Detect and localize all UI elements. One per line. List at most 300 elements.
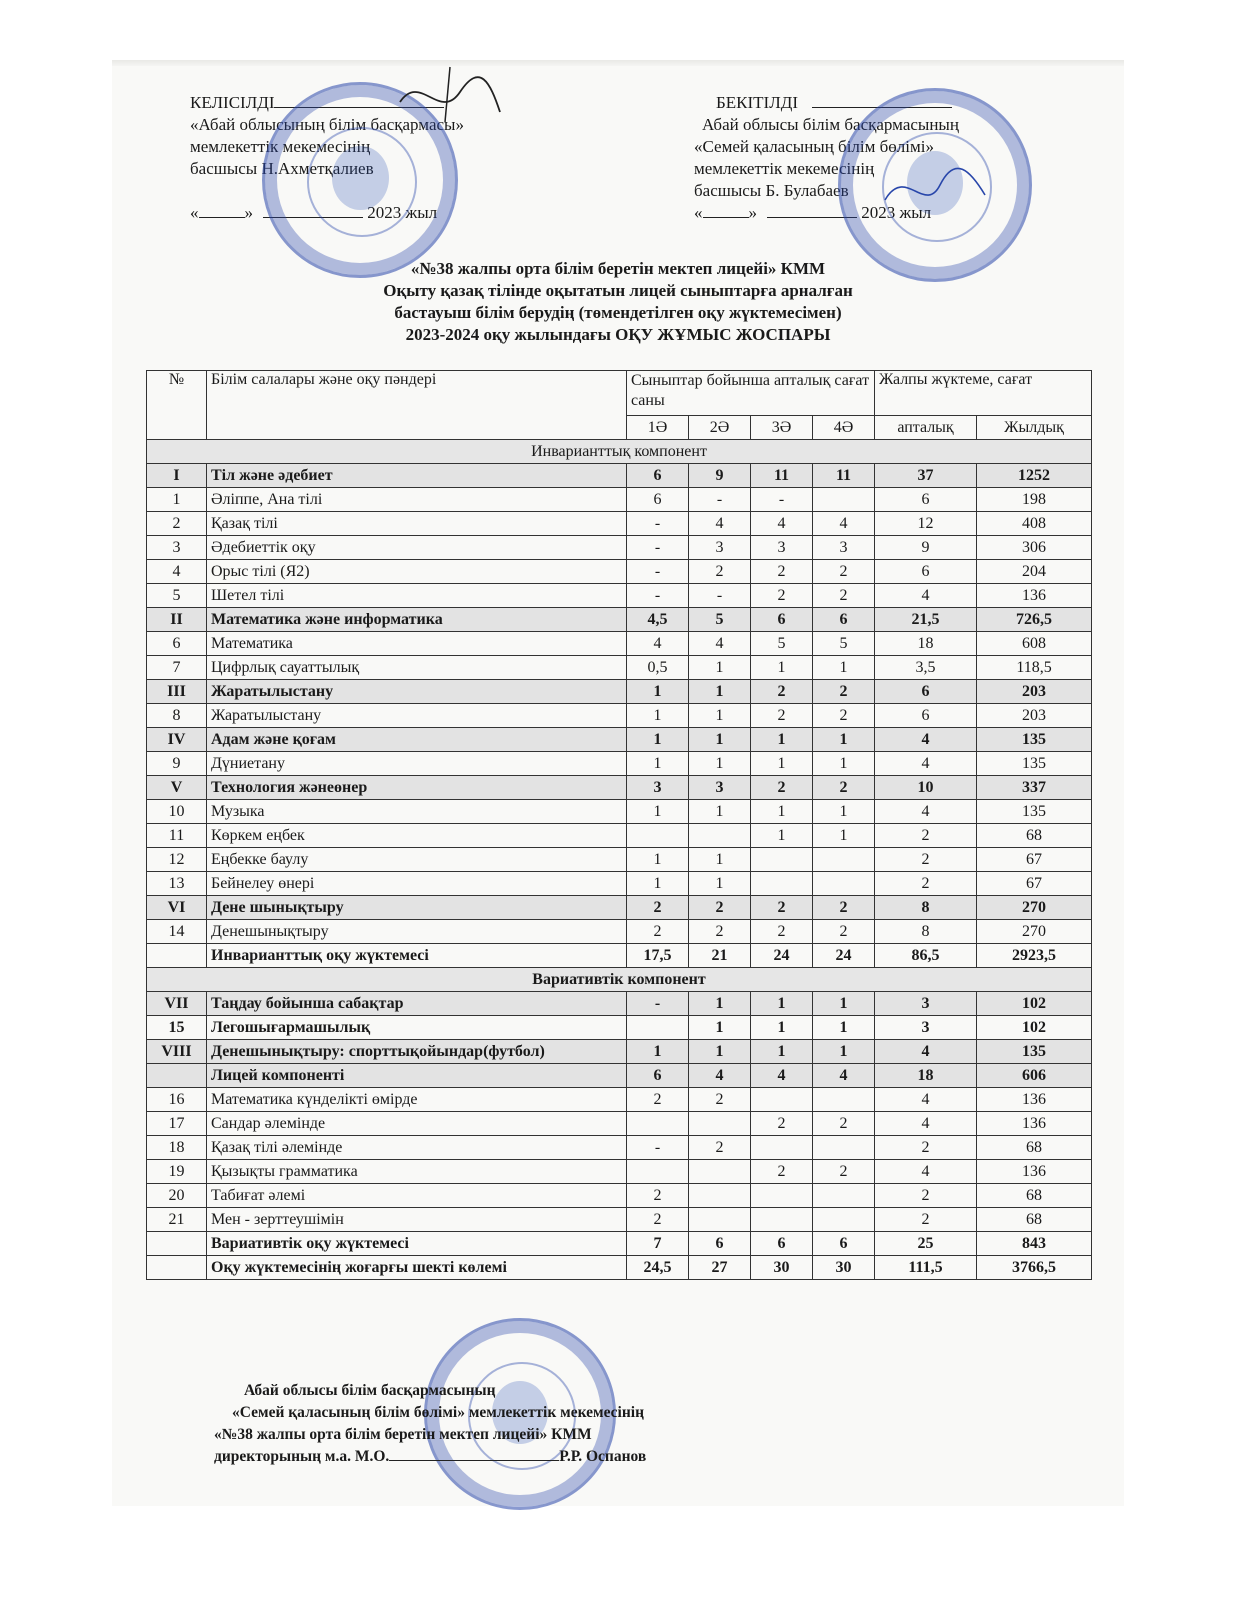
header-num: №: [147, 371, 207, 440]
footer-line: «Семей қаласының білім бөлімі» мемлекеттік мекемесінің: [232, 1404, 644, 1421]
subject-name: Оқу жүктемесінің жоғарғы шекті көлемі: [207, 1256, 627, 1280]
table-row: [147, 1088, 1092, 1112]
date-close: »: [748, 203, 757, 222]
header-class: 2Ә: [689, 416, 751, 440]
title-line: бастауыш білім берудің (төмендетілген оқу жүктемесімен): [394, 303, 842, 322]
hours-weekly: 3,5: [875, 656, 977, 680]
subject-name: Көркем еңбек: [207, 824, 627, 848]
hours-class-1: 2: [627, 920, 689, 944]
table-row: [147, 728, 1092, 752]
hours-class-3: [751, 1088, 813, 1112]
header-class: 1Ә: [627, 416, 689, 440]
hours-class-4: 1: [813, 1040, 875, 1064]
hours-class-2: 5: [689, 608, 751, 632]
hours-class-4: 1: [813, 656, 875, 680]
hours-class-4: 2: [813, 1160, 875, 1184]
hours-class-2: -: [689, 488, 751, 512]
hours-yearly: 68: [977, 1184, 1092, 1208]
hours-class-2: -: [689, 584, 751, 608]
row-number: 1: [147, 488, 207, 512]
subject-name: Еңбекке баулу: [207, 848, 627, 872]
row-number: 19: [147, 1160, 207, 1184]
hours-class-4: 30: [813, 1256, 875, 1280]
row-number: VIII: [147, 1040, 207, 1064]
hours-class-1: [627, 824, 689, 848]
approval-right-line: мемлекеттік мекемесінің: [694, 159, 875, 178]
row-number: V: [147, 776, 207, 800]
hours-class-4: [813, 1136, 875, 1160]
hours-class-4: [813, 1184, 875, 1208]
subject-name: Денешынықтыру: [207, 920, 627, 944]
hours-weekly: 8: [875, 896, 977, 920]
hours-class-1: 7: [627, 1232, 689, 1256]
hours-class-3: [751, 1184, 813, 1208]
hours-class-4: 4: [813, 1064, 875, 1088]
hours-weekly: 8: [875, 920, 977, 944]
hours-class-1: 3: [627, 776, 689, 800]
hours-class-3: 11: [751, 464, 813, 488]
title-line: 2023-2024 оқу жылындағы ОҚУ ЖҰМЫС ЖОСПАРЫ: [405, 325, 831, 344]
hours-class-3: 4: [751, 1064, 813, 1088]
hours-class-3: 1: [751, 752, 813, 776]
hours-weekly: 86,5: [875, 944, 977, 968]
hours-class-2: 1: [689, 1040, 751, 1064]
row-number: 18: [147, 1136, 207, 1160]
row-number: 3: [147, 536, 207, 560]
subject-name: Денешынықтыру: спорттықойындар(футбол): [207, 1040, 627, 1064]
hours-class-1: 1: [627, 1040, 689, 1064]
hours-class-1: 4: [627, 632, 689, 656]
hours-class-4: 2: [813, 704, 875, 728]
hours-class-3: 2: [751, 584, 813, 608]
hours-class-1: 17,5: [627, 944, 689, 968]
hours-class-1: 6: [627, 488, 689, 512]
hours-yearly: 67: [977, 848, 1092, 872]
hours-yearly: 136: [977, 1160, 1092, 1184]
row-number: 15: [147, 1016, 207, 1040]
hours-class-1: 1: [627, 704, 689, 728]
hours-class-3: 2: [751, 1160, 813, 1184]
hours-class-4: 1: [813, 992, 875, 1016]
hours-weekly: 4: [875, 752, 977, 776]
hours-class-4: 6: [813, 608, 875, 632]
hours-yearly: 135: [977, 1040, 1092, 1064]
hours-class-4: 2: [813, 584, 875, 608]
subject-name: Математика күнделікті өмірде: [207, 1088, 627, 1112]
hours-class-3: 5: [751, 632, 813, 656]
approval-left-line: мемлекеттік мекемесінің: [190, 137, 371, 156]
hours-class-4: [813, 848, 875, 872]
row-number: I: [147, 464, 207, 488]
hours-yearly: 68: [977, 1208, 1092, 1232]
hours-class-2: 1: [689, 656, 751, 680]
row-number: 16: [147, 1088, 207, 1112]
hours-class-2: 27: [689, 1256, 751, 1280]
date-close: »: [244, 203, 253, 222]
footer-line: директорының м.а. М.О.: [214, 1448, 390, 1465]
hours-weekly: 18: [875, 632, 977, 656]
date-year: 2023 жыл: [367, 203, 438, 222]
date-year: 2023 жыл: [861, 203, 932, 222]
hours-class-3: 2: [751, 1112, 813, 1136]
hours-class-3: 2: [751, 560, 813, 584]
subject-name: Таңдау бойынша сабақтар: [207, 992, 627, 1016]
subject-name: Дене шынықтыру: [207, 896, 627, 920]
hours-yearly: 203: [977, 704, 1092, 728]
subject-name: Инварианттық оқу жүктемесі: [207, 944, 627, 968]
table-row: [147, 680, 1092, 704]
approval-left-line: «Абай облысының білім басқармасы»: [190, 115, 464, 134]
hours-class-3: -: [751, 488, 813, 512]
subject-name: Математика және информатика: [207, 608, 627, 632]
approval-right-line: басшысы Б. Булабаев: [694, 181, 849, 200]
hours-class-2: 1: [689, 704, 751, 728]
hours-class-2: 3: [689, 776, 751, 800]
hours-yearly: 337: [977, 776, 1092, 800]
signature-line: [389, 1460, 559, 1461]
row-number: 14: [147, 920, 207, 944]
table-row: [147, 1184, 1092, 1208]
hours-class-4: 2: [813, 560, 875, 584]
table-row: [147, 608, 1092, 632]
hours-class-3: 1: [751, 824, 813, 848]
hours-weekly: 3: [875, 992, 977, 1016]
signature-right: [880, 160, 990, 220]
hours-weekly: 37: [875, 464, 977, 488]
hours-weekly: 2: [875, 1184, 977, 1208]
hours-class-2: 1: [689, 728, 751, 752]
date-open: «: [190, 203, 199, 222]
invariant-component-label: Инварианттық компонент: [147, 440, 1092, 464]
hours-class-1: [627, 1160, 689, 1184]
hours-weekly: 6: [875, 560, 977, 584]
hours-weekly: 25: [875, 1232, 977, 1256]
hours-class-1: 2: [627, 896, 689, 920]
subject-name: Музыка: [207, 800, 627, 824]
hours-yearly: 204: [977, 560, 1092, 584]
table-row: [147, 824, 1092, 848]
hours-class-2: 2: [689, 560, 751, 584]
table-row: [147, 752, 1092, 776]
hours-class-1: -: [627, 560, 689, 584]
hours-yearly: 198: [977, 488, 1092, 512]
hours-class-2: [689, 1112, 751, 1136]
hours-class-1: 1: [627, 848, 689, 872]
row-number: II: [147, 608, 207, 632]
hours-class-1: 1: [627, 872, 689, 896]
hours-class-3: 2: [751, 896, 813, 920]
hours-yearly: 843: [977, 1232, 1092, 1256]
hours-class-4: 2: [813, 920, 875, 944]
hours-class-3: 1: [751, 1016, 813, 1040]
subject-name: Қызықты грамматика: [207, 1160, 627, 1184]
footer-line: Абай облысы білім басқармасының: [244, 1382, 496, 1399]
hours-class-3: 6: [751, 608, 813, 632]
hours-yearly: 118,5: [977, 656, 1092, 680]
header-class: 4Ә: [813, 416, 875, 440]
hours-weekly: 4: [875, 1160, 977, 1184]
hours-class-4: 3: [813, 536, 875, 560]
header-yearly: Жылдық: [977, 416, 1092, 440]
hours-class-4: 1: [813, 800, 875, 824]
hours-class-3: 2: [751, 920, 813, 944]
hours-class-3: 1: [751, 728, 813, 752]
table-row: [147, 560, 1092, 584]
row-number: 9: [147, 752, 207, 776]
hours-yearly: 606: [977, 1064, 1092, 1088]
approval-right-line: «Семей қаласының білім бөлімі»: [694, 137, 934, 156]
approval-right-heading: БЕКІТІЛДІ: [716, 93, 798, 112]
hours-class-1: 0,5: [627, 656, 689, 680]
hours-yearly: 306: [977, 536, 1092, 560]
row-number: [147, 1256, 207, 1280]
row-number: 12: [147, 848, 207, 872]
hours-class-1: 6: [627, 1064, 689, 1088]
hours-class-2: 2: [689, 920, 751, 944]
hours-weekly: 6: [875, 488, 977, 512]
hours-class-2: 1: [689, 800, 751, 824]
subject-name: Жаратылыстану: [207, 704, 627, 728]
approval-left-heading: КЕЛІСІЛДІ: [190, 93, 275, 112]
hours-weekly: 4: [875, 584, 977, 608]
hours-class-3: 2: [751, 776, 813, 800]
hours-yearly: 3766,5: [977, 1256, 1092, 1280]
date-day-line: [199, 217, 245, 218]
row-number: VII: [147, 992, 207, 1016]
hours-class-3: [751, 1136, 813, 1160]
row-number: 21: [147, 1208, 207, 1232]
hours-class-1: 6: [627, 464, 689, 488]
table-row: [147, 704, 1092, 728]
row-number: III: [147, 680, 207, 704]
subject-name: Вариативтік оқу жүктемесі: [207, 1232, 627, 1256]
row-number: VI: [147, 896, 207, 920]
curriculum-table: [146, 370, 1092, 1280]
hours-class-2: 2: [689, 1088, 751, 1112]
hours-class-3: 30: [751, 1256, 813, 1280]
subject-name: Адам және қоғам: [207, 728, 627, 752]
table-row: [147, 944, 1092, 968]
hours-class-2: [689, 824, 751, 848]
footer-signatory: [214, 1380, 646, 1468]
hours-yearly: 726,5: [977, 608, 1092, 632]
row-number: 20: [147, 1184, 207, 1208]
row-number: 5: [147, 584, 207, 608]
hours-weekly: 2: [875, 872, 977, 896]
table-row: [147, 632, 1092, 656]
hours-class-3: 2: [751, 680, 813, 704]
hours-class-4: 6: [813, 1232, 875, 1256]
hours-weekly: 3: [875, 1016, 977, 1040]
subject-name: Тіл және әдебиет: [207, 464, 627, 488]
hours-yearly: 203: [977, 680, 1092, 704]
hours-class-4: 2: [813, 776, 875, 800]
hours-weekly: 2: [875, 824, 977, 848]
hours-class-4: [813, 488, 875, 512]
hours-class-3: [751, 872, 813, 896]
row-number: 6: [147, 632, 207, 656]
table-row: [147, 1232, 1092, 1256]
table-row: [147, 1136, 1092, 1160]
header-subject: Білім салалары және оқу пәндері: [207, 371, 627, 440]
hours-class-2: 1: [689, 992, 751, 1016]
table-row: [147, 896, 1092, 920]
row-number: 8: [147, 704, 207, 728]
hours-weekly: 2: [875, 1136, 977, 1160]
hours-yearly: 270: [977, 920, 1092, 944]
hours-class-4: [813, 1208, 875, 1232]
header-class: 3Ә: [751, 416, 813, 440]
subject-name: Математика: [207, 632, 627, 656]
hours-class-2: 4: [689, 1064, 751, 1088]
table-row: [147, 872, 1092, 896]
row-number: 17: [147, 1112, 207, 1136]
hours-yearly: 102: [977, 1016, 1092, 1040]
hours-class-4: 1: [813, 752, 875, 776]
hours-weekly: 12: [875, 512, 977, 536]
row-number: 4: [147, 560, 207, 584]
hours-class-3: 24: [751, 944, 813, 968]
approval-left-line: басшысы Н.Ахметқалиев: [190, 159, 374, 178]
table-row: [147, 488, 1092, 512]
header-total-load: Жалпы жүктеме, сағат: [875, 371, 1092, 416]
hours-weekly: 18: [875, 1064, 977, 1088]
table-row: [147, 848, 1092, 872]
title-line: Оқыту қазақ тілінде оқытатын лицей сыныптарға арналған: [383, 281, 853, 300]
hours-class-3: 3: [751, 536, 813, 560]
row-number: 11: [147, 824, 207, 848]
hours-class-2: [689, 1208, 751, 1232]
hours-class-3: 2: [751, 704, 813, 728]
hours-class-2: 2: [689, 896, 751, 920]
row-number: 2: [147, 512, 207, 536]
hours-class-4: 2: [813, 1112, 875, 1136]
hours-class-1: -: [627, 536, 689, 560]
table-row: [147, 1016, 1092, 1040]
hours-class-2: 1: [689, 1016, 751, 1040]
subject-name: Бейнелеу өнері: [207, 872, 627, 896]
hours-class-1: [627, 1112, 689, 1136]
hours-weekly: 4: [875, 800, 977, 824]
row-number: [147, 1232, 207, 1256]
hours-class-2: 2: [689, 1136, 751, 1160]
hours-class-4: 1: [813, 1016, 875, 1040]
hours-class-1: 4,5: [627, 608, 689, 632]
table-row: [147, 1160, 1092, 1184]
hours-weekly: 4: [875, 1112, 977, 1136]
hours-yearly: 608: [977, 632, 1092, 656]
hours-yearly: 136: [977, 584, 1092, 608]
hours-yearly: 102: [977, 992, 1092, 1016]
hours-class-4: 1: [813, 728, 875, 752]
hours-weekly: 9: [875, 536, 977, 560]
hours-class-1: -: [627, 512, 689, 536]
hours-weekly: 4: [875, 1088, 977, 1112]
hours-weekly: 2: [875, 1208, 977, 1232]
hours-class-4: 24: [813, 944, 875, 968]
footer-line: «№38 жалпы орта білім беретін мектеп лицейі» КММ: [214, 1426, 592, 1443]
hours-yearly: 68: [977, 824, 1092, 848]
hours-class-1: 1: [627, 800, 689, 824]
title-line: «№38 жалпы орта білім беретін мектеп лицейі» КММ: [410, 259, 826, 278]
hours-class-3: 6: [751, 1232, 813, 1256]
header-weekly: апталық: [875, 416, 977, 440]
subject-name: Легошығармашылық: [207, 1016, 627, 1040]
table-row: [147, 1040, 1092, 1064]
hours-class-2: 4: [689, 632, 751, 656]
hours-class-1: 2: [627, 1184, 689, 1208]
hours-class-2: 21: [689, 944, 751, 968]
hours-class-2: 1: [689, 680, 751, 704]
table-row: [147, 992, 1092, 1016]
hours-yearly: 270: [977, 896, 1092, 920]
hours-class-3: 4: [751, 512, 813, 536]
hours-class-2: 4: [689, 512, 751, 536]
subject-name: Қазақ тілі: [207, 512, 627, 536]
row-number: [147, 1064, 207, 1088]
hours-yearly: 1252: [977, 464, 1092, 488]
row-number: 7: [147, 656, 207, 680]
subject-name: Жаратылыстану: [207, 680, 627, 704]
table-row: [147, 1064, 1092, 1088]
hours-class-4: 4: [813, 512, 875, 536]
hours-yearly: 136: [977, 1088, 1092, 1112]
subject-name: Цифрлық сауаттылық: [207, 656, 627, 680]
table-row: [147, 800, 1092, 824]
table-row: [147, 656, 1092, 680]
hours-class-1: [627, 1016, 689, 1040]
hours-class-1: 1: [627, 752, 689, 776]
table-row: [147, 1112, 1092, 1136]
subject-name: Қазақ тілі әлемінде: [207, 1136, 627, 1160]
hours-class-2: [689, 1184, 751, 1208]
header-weekly-by-class: Сыныптар бойынша апталық сағат саны: [627, 371, 875, 416]
hours-yearly: 67: [977, 872, 1092, 896]
hours-class-2: 1: [689, 872, 751, 896]
hours-class-4: [813, 872, 875, 896]
hours-class-2: 9: [689, 464, 751, 488]
table-row: [147, 536, 1092, 560]
hours-class-1: -: [627, 584, 689, 608]
document-title: [0, 258, 1236, 346]
hours-yearly: 135: [977, 800, 1092, 824]
table-row: [147, 776, 1092, 800]
hours-class-4: 1: [813, 824, 875, 848]
table-row: [147, 584, 1092, 608]
hours-yearly: 136: [977, 1112, 1092, 1136]
hours-yearly: 135: [977, 752, 1092, 776]
hours-class-2: 6: [689, 1232, 751, 1256]
subject-name: Шетел тілі: [207, 584, 627, 608]
hours-class-4: 2: [813, 896, 875, 920]
hours-class-3: 1: [751, 656, 813, 680]
hours-weekly: 2: [875, 848, 977, 872]
hours-weekly: 4: [875, 728, 977, 752]
hours-class-1: -: [627, 1136, 689, 1160]
hours-class-2: 1: [689, 752, 751, 776]
hours-class-1: 2: [627, 1088, 689, 1112]
hours-class-2: 1: [689, 848, 751, 872]
subject-name: Мен - зерттеушімін: [207, 1208, 627, 1232]
row-number: 10: [147, 800, 207, 824]
hours-yearly: 135: [977, 728, 1092, 752]
table-row: [147, 1256, 1092, 1280]
hours-weekly: 10: [875, 776, 977, 800]
hours-class-1: 1: [627, 728, 689, 752]
subject-name: Әліппе, Ана тілі: [207, 488, 627, 512]
hours-yearly: 2923,5: [977, 944, 1092, 968]
hours-weekly: 111,5: [875, 1256, 977, 1280]
